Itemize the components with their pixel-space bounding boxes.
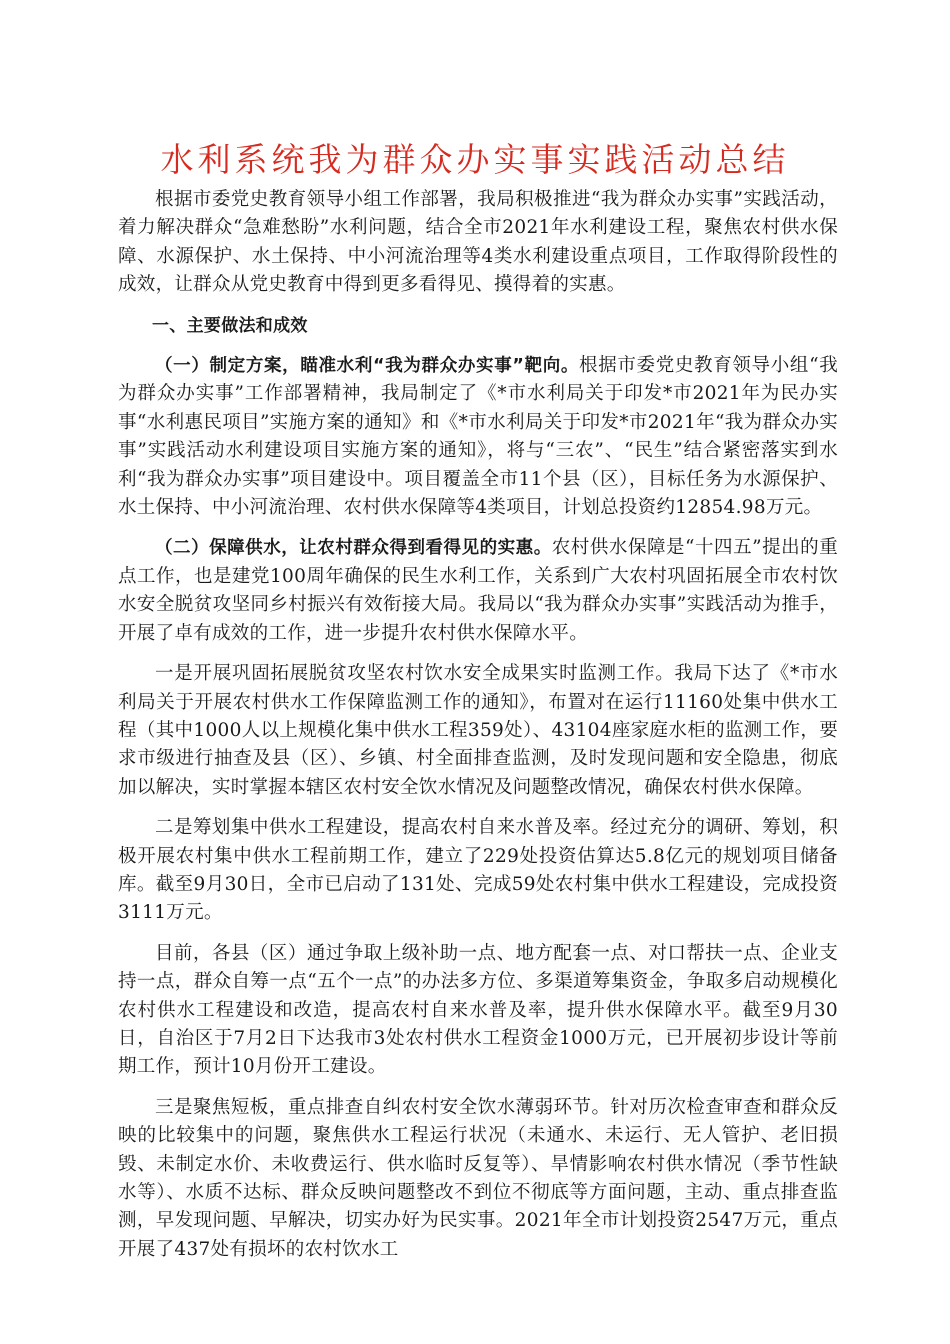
- document-title: 水利系统我为群众办实事实践活动总结: [160, 140, 790, 179]
- section1-body: 根据市委党史教育领导小组“我为群众办实事”工作部署精神，我局制定了《*市水利局关于印发*市2021年为民办实事“水利惠民项目”实施方案的通知》和《*市水利局关于印发*市2021年“我为群众办实事”实践活动水利建设项目实施方案的通知》，将与“三农”、“民生”结合紧密落实到水利“我为群众办实事”项目建设中。项目覆盖全市11个县（区），目标任务为水源保护、水土保持、中小河流治理、农村供水保障等4类项目，计划总投资约12854.98万元。: [118, 355, 838, 519]
- section1-paragraph: [118, 352, 838, 522]
- item3-paragraph: 三是聚焦短板，重点排查自纠农村安全饮水薄弱环节。针对历次检查审查和群众反映的比较集中的问题，聚焦供水工程运行状况（未通水、未运行、无人管护、老旧损毁、未制定水价、未收费运行、供水临时反复等）、旱情影响农村供水情况（季节性缺水等）、水质不达标、群众反映问题整改不到位不彻底等方面问题，主动、重点排查监测，早发现问题、早解决，切实办好为民实事。2021年全市计划投资2547万元，重点开展了437处有损坏的农村饮水工: [118, 1096, 838, 1260]
- section2-body: 农村供水保障是“十四五”提出的重点工作，也是建党100周年确保的民生水利工作，关系到广大农村巩固拓展全市农村饮水安全脱贫攻坚同乡村振兴有效衔接大局。我局以“我为群众办实事”实践活动为推手，开展了卓有成效的工作，进一步提升农村供水保障水平。: [118, 537, 838, 644]
- intro-paragraph: 根据市委党史教育领导小组工作部署，我局积极推进“我为群众办实事”实践活动，着力解决群众“急难愁盼”水利问题，结合全市2021年水利建设工程，聚焦农村供水保障、水源保护、水土保持、中小河流治理等4类水利建设重点项目，工作取得阶段性的成效，让群众从党史教育中得到更多看得见、摸得着的实惠。: [118, 189, 838, 296]
- section2-paragraph: [118, 534, 838, 648]
- item2-continuation-paragraph: 目前，各县（区）通过争取上级补助一点、地方配套一点、对口帮扶一点、企业支持一点，群众自筹一点“五个一点”的办法多方位、多渠道筹集资金，争取多启动规模化农村供水工程建设和改造，提高农村自来水普及率，提升供水保障水平。截至9月30日，自治区于7月2日下达我市3处农村供水工程资金1000万元，已开展初步设计等前期工作，预计10月份开工建设。: [118, 942, 838, 1078]
- document-body: [118, 186, 838, 1264]
- item1-paragraph: 一是开展巩固拓展脱贫攻坚农村饮水安全成果实时监测工作。我局下达了《*市水利局关于开展农村供水工作保障监测工作的通知》，布置对在运行11160处集中供水工程（其中1000人以上规模化集中供水工程359处）、43104座家庭水柜的监测工作，要求市级进行抽查及县（区）、乡镇、村全面排查监测，及时发现问题和安全隐患，彻底加以解决，实时掌握本辖区农村安全饮水情况及问题整改情况，确保农村供水保障。: [118, 663, 838, 798]
- item2-paragraph: 二是筹划集中供水工程建设，提高农村自来水普及率。经过充分的调研、筹划，积极开展农村集中供水工程前期工作，建立了229处投资估算达5.8亿元的规划项目储备库。截至9月30日，全市已启动了131处、完成59处农村集中供水工程建设，完成投资3111万元。: [118, 817, 838, 924]
- section1-lead: （一）制定方案，瞄准水利“我为群众办实事”靶向。: [155, 356, 580, 377]
- section2-lead: （二）保障供水，让农村群众得到看得见的实惠。: [155, 538, 552, 559]
- section-heading-main-practices: 一、主要做法和成效: [152, 315, 308, 336]
